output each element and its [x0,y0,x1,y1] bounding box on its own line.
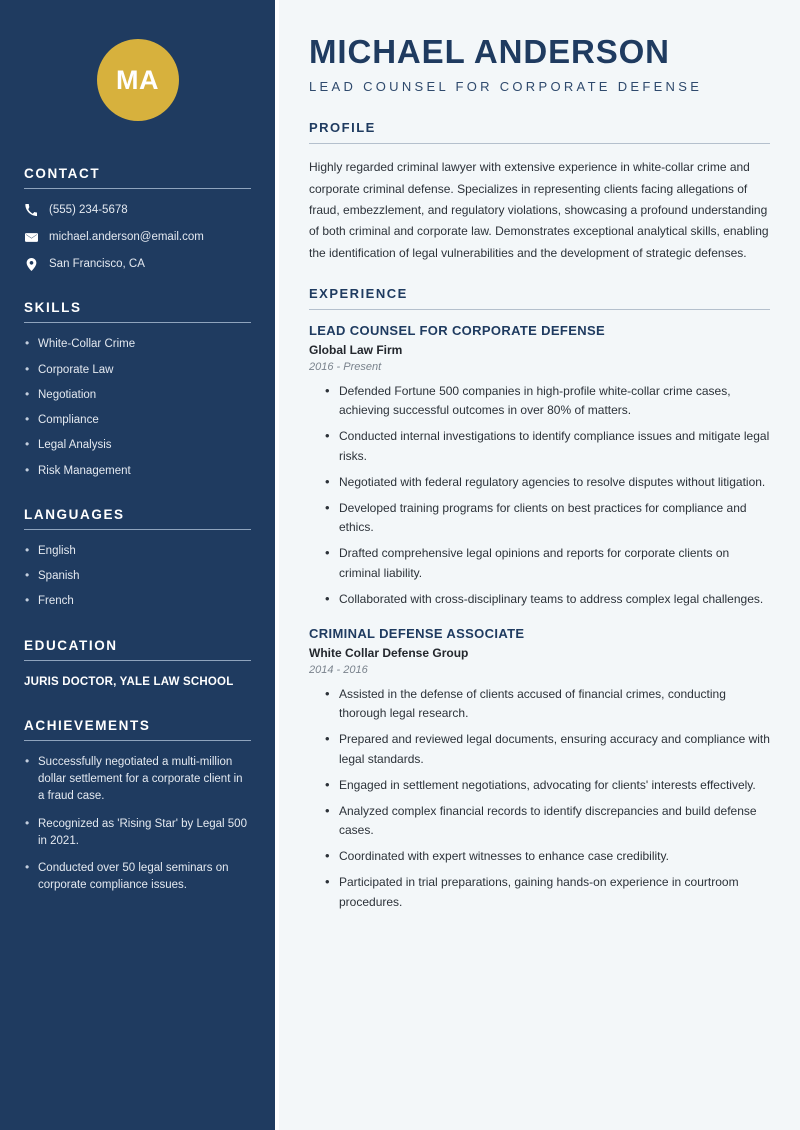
list-item: • Conducted internal investigations to identify compliance issues and mitigate legal risks. [325,427,770,465]
page-subtitle: LEAD COUNSEL FOR CORPORATE DEFENSE [309,79,703,95]
phone-icon [24,204,38,216]
skills-list [24,336,251,479]
avatar: MA [97,39,179,121]
languages-divider [24,529,251,530]
job-company: Global Law Firm [309,343,403,358]
list-item: • Negotiation [24,387,251,404]
list-item: • Analyzed complex financial records to identify discrepancies and build defense cases. [325,802,770,840]
education-item: JURIS DOCTOR, YALE LAW SCHOOL [24,675,234,688]
contact-location[interactable] [24,256,251,272]
profile-divider [309,143,770,144]
list-item: • Prepared and reviewed legal documents, ensuring accuracy and compliance with legal standards. [325,730,770,768]
achievements-heading: ACHIEVEMENTS [24,718,151,734]
languages-list [24,543,251,609]
skills-divider [24,322,251,323]
location-icon [24,258,38,271]
experience-section [309,286,770,912]
achievements-divider [24,740,251,741]
list-item: • White-Collar Crime [24,336,251,353]
experience-heading: EXPERIENCE [309,286,408,302]
list-item: • Compliance [24,412,251,429]
contact-location-value: San Francisco, CA [49,258,145,271]
experience-divider [309,309,770,310]
list-item: • Legal Analysis [24,437,251,454]
contact-email-value: michael.anderson@email.com [49,231,204,244]
avatar-container [24,0,251,166]
job-title: LEAD COUNSEL FOR CORPORATE DEFENSE [309,323,605,339]
profile-text: Highly regarded criminal lawyer with extensive experience in white-collar crime and corporate criminal defense. Specializes in representing clients facing allegations of fraud, embezzlement, and regulatory violations, showcasing a profound understanding of both criminal and corporate law. Demonstrates exceptional analytical skills, enabling the identification of legal vulnerabilities and the development of strategic defenses. [309,160,769,260]
list-item: • Recognized as 'Rising Star' by Legal 500 in 2021. [24,816,251,850]
contact-phone[interactable] [24,202,251,218]
list-item: • English [24,543,251,560]
languages-heading: LANGUAGES [24,507,125,523]
experience-entry [309,323,770,609]
list-item: • Participated in trial preparations, gaining hands-on experience in courtroom procedures. [325,873,770,911]
sidebar [0,0,279,1130]
page-title: MICHAEL ANDERSON [309,33,670,70]
list-item: • Defended Fortune 500 companies in high-profile white-collar crime cases, achieving successful outcomes in over 80% of matters. [325,382,770,420]
list-item: • Negotiated with federal regulatory agencies to resolve disputes without litigation. [325,473,770,492]
achievements-section [24,718,251,893]
list-item: • Successfully negotiated a multi-million dollar settlement for a corporate client in a fraud case. [24,754,251,804]
list-item: • Assisted in the defense of clients accused of financial crimes, conducting thorough legal research. [325,685,770,723]
main-content [279,0,800,1130]
contact-phone-value: (555) 234-5678 [49,204,128,216]
profile-heading: PROFILE [309,120,376,136]
list-item: • Coordinated with expert witnesses to enhance case credibility. [325,847,770,866]
job-company: White Collar Defense Group [309,645,469,660]
contact-section [24,166,251,272]
list-item: • French [24,593,251,610]
job-bullets [309,685,770,912]
education-section [24,638,251,691]
list-item: • Spanish [24,568,251,585]
experience-entry [309,626,770,912]
job-bullets [309,382,770,609]
contact-email[interactable] [24,229,251,245]
contact-heading: CONTACT [24,166,101,181]
education-heading: EDUCATION [24,637,118,653]
profile-section [309,120,770,264]
list-item: • Engaged in settlement negotiations, advocating for clients' interests effectively. [325,776,770,795]
contact-divider [24,188,251,189]
job-dates: 2014 - 2016 [309,663,368,676]
education-divider [24,660,251,661]
list-item: • Corporate Law [24,362,251,379]
job-dates: 2016 - Present [309,361,382,374]
list-item: • Collaborated with cross-disciplinary teams to address complex legal challenges. [325,590,770,609]
email-icon [24,231,38,244]
list-item: • Developed training programs for clients on best practices for compliance and ethics. [325,499,770,537]
list-item: • Conducted over 50 legal seminars on corporate compliance issues. [24,860,251,894]
skills-section [24,300,251,479]
languages-section [24,507,251,609]
list-item: • Risk Management [24,463,251,480]
job-title: CRIMINAL DEFENSE ASSOCIATE [309,625,525,641]
list-item: • Drafted comprehensive legal opinions and reports for corporate clients on criminal liability. [325,544,770,582]
achievements-list [24,754,251,893]
skills-heading: SKILLS [24,300,82,316]
